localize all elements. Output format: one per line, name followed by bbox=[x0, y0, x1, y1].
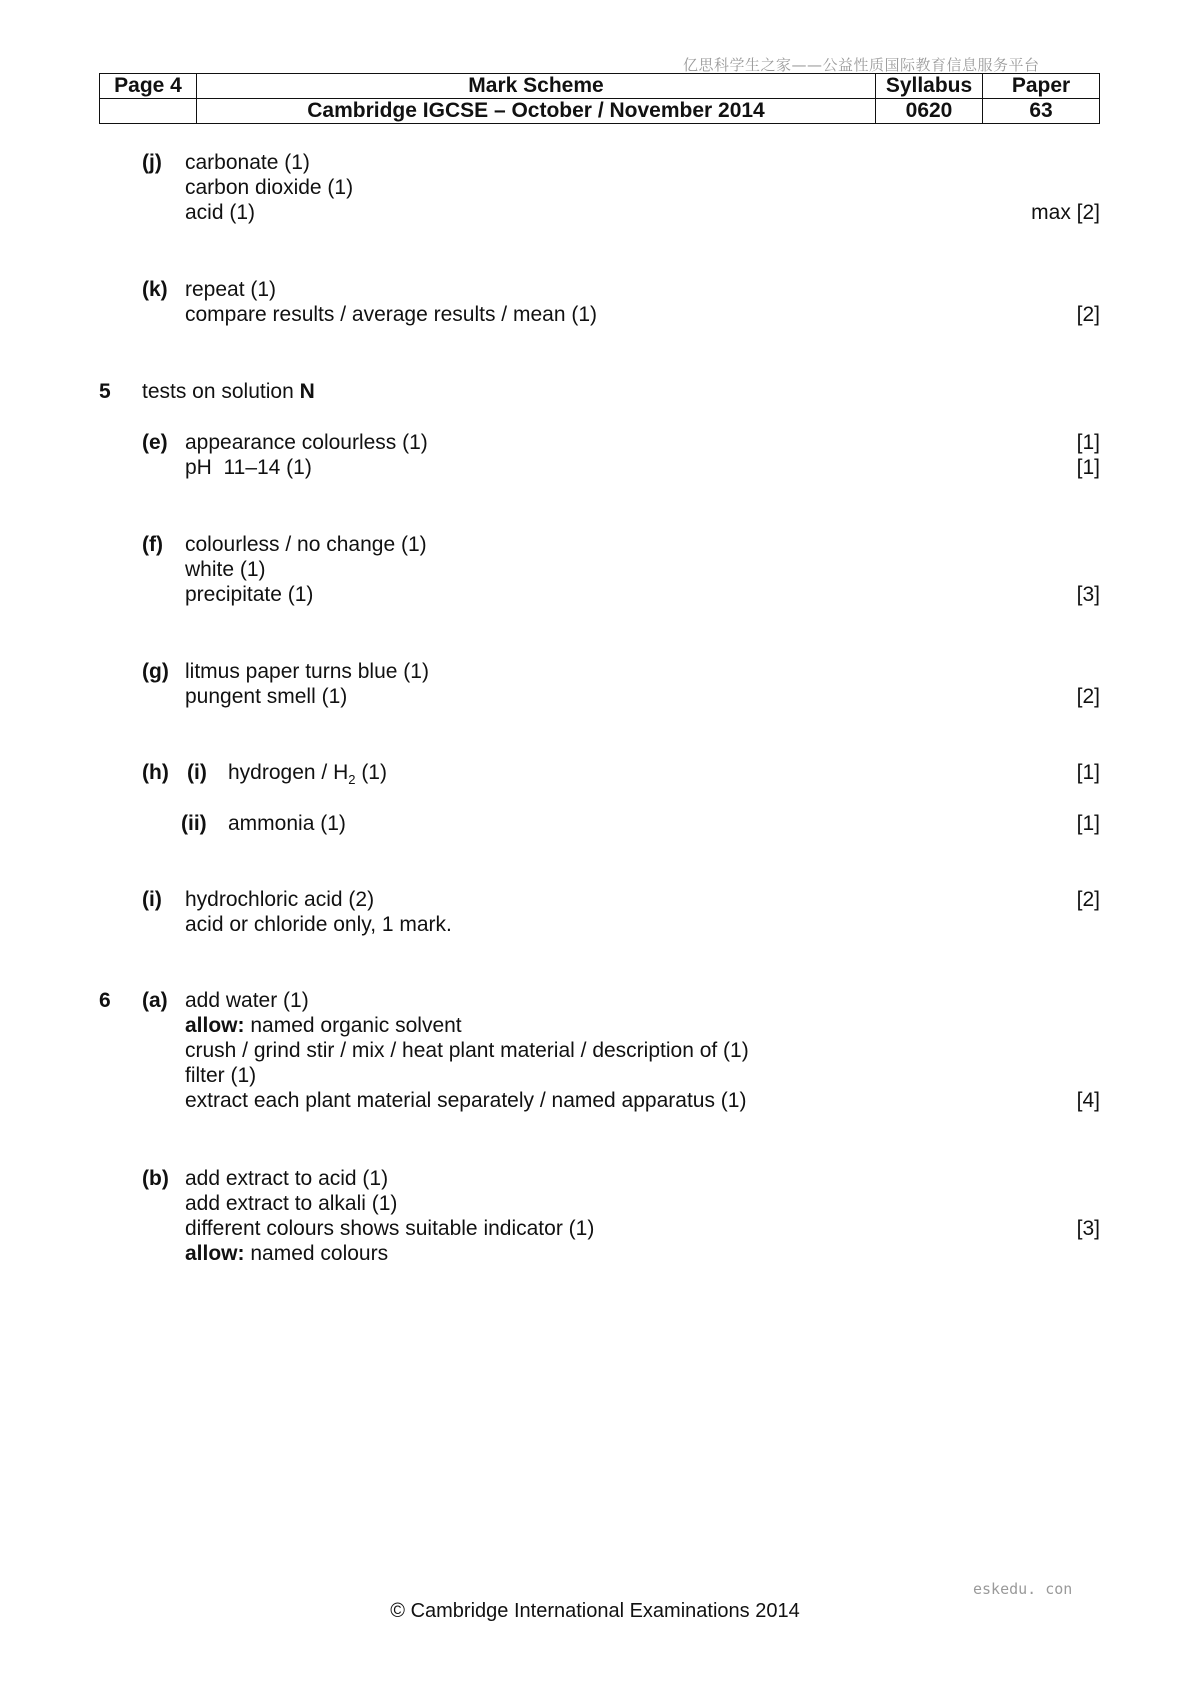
mark-allocation: [3] bbox=[1076, 1217, 1100, 1240]
answer-line: appearance colourless (1) bbox=[185, 431, 428, 454]
page-number: Page 4 bbox=[100, 74, 197, 99]
mark-allocation: [2] bbox=[1076, 685, 1100, 708]
part-label-g: (g) bbox=[142, 660, 169, 683]
answer-line: pungent smell (1) bbox=[185, 685, 348, 708]
question-number-5: 5 bbox=[99, 380, 111, 403]
part-label-e: (e) bbox=[142, 431, 168, 454]
answer-line: white (1) bbox=[185, 558, 266, 581]
answer-line: precipitate (1) bbox=[185, 583, 314, 606]
answer-line: crush / grind stir / mix / heat plant material / description of (1) bbox=[185, 1039, 749, 1062]
document-title: Mark Scheme bbox=[197, 74, 876, 99]
mark-allocation: [1] bbox=[1076, 761, 1100, 784]
part-label-b: (b) bbox=[142, 1167, 169, 1190]
mark-allocation: max [2] bbox=[1031, 201, 1100, 224]
answer-line: add water (1) bbox=[185, 989, 309, 1012]
answer-line: pH 11–14 (1) bbox=[185, 456, 312, 479]
answer-line: hydrogen / $H_2$ (1) bbox=[228, 761, 387, 788]
allow-line: allow: named organic solvent bbox=[185, 1014, 462, 1037]
answer-line: colourless / no change (1) bbox=[185, 533, 427, 556]
answer-line: acid or chloride only, 1 mark. bbox=[185, 913, 452, 936]
answer-line: litmus paper turns blue (1) bbox=[185, 660, 429, 683]
mark-allocation: [2] bbox=[1076, 303, 1100, 326]
answer-line: compare results / average results / mean (1) bbox=[185, 303, 598, 326]
subpart-label-i: (i) bbox=[187, 761, 207, 784]
answer-line: different colours shows suitable indicator (1) bbox=[185, 1217, 595, 1240]
empty-cell bbox=[100, 99, 197, 124]
mark-allocation: [1] bbox=[1076, 456, 1100, 479]
mark-allocation: [4] bbox=[1076, 1089, 1100, 1112]
part-label-h: (h) bbox=[142, 761, 169, 784]
answer-line: add extract to acid (1) bbox=[185, 1167, 389, 1190]
mark-allocation: [1] bbox=[1076, 431, 1100, 454]
header-table bbox=[99, 73, 1100, 124]
answer-line: extract each plant material separately / named apparatus (1) bbox=[185, 1089, 747, 1112]
syllabus-value: 0620 bbox=[876, 99, 983, 124]
allow-line: allow: named colours bbox=[185, 1242, 389, 1265]
copyright-footer: © Cambridge International Examinations 2014 bbox=[390, 1600, 800, 1622]
answer-line: filter (1) bbox=[185, 1064, 257, 1087]
part-label-a: (a) bbox=[142, 989, 168, 1012]
mark-allocation: [3] bbox=[1076, 583, 1100, 606]
watermark-text: 亿思科学生之家——公益性质国际教育信息服务平台 bbox=[683, 56, 1040, 74]
part-label-k: (k) bbox=[142, 278, 168, 301]
answer-line: add extract to alkali (1) bbox=[185, 1192, 398, 1215]
paper-value: 63 bbox=[983, 99, 1100, 124]
question-intro: tests on solution N bbox=[142, 380, 315, 403]
mark-allocation: [2] bbox=[1076, 888, 1100, 911]
site-watermark: eskedu. con bbox=[973, 1580, 1073, 1598]
part-label-i: (i) bbox=[142, 888, 162, 911]
answer-line: carbonate (1) bbox=[185, 151, 310, 174]
answer-line: acid (1) bbox=[185, 201, 256, 224]
paper-label: Paper bbox=[983, 74, 1100, 99]
part-label-j: (j) bbox=[142, 151, 162, 174]
document-subtitle: Cambridge IGCSE – October / November 2014 bbox=[197, 99, 876, 124]
subpart-label-ii: (ii) bbox=[181, 812, 207, 835]
question-number-6: 6 bbox=[99, 989, 111, 1012]
answer-line: hydrochloric acid (2) bbox=[185, 888, 375, 911]
mark-allocation: [1] bbox=[1076, 812, 1100, 835]
part-label-f: (f) bbox=[142, 533, 163, 556]
answer-line: ammonia (1) bbox=[228, 812, 346, 835]
answer-line: carbon dioxide (1) bbox=[185, 176, 354, 199]
syllabus-label: Syllabus bbox=[876, 74, 983, 99]
answer-line: repeat (1) bbox=[185, 278, 277, 301]
